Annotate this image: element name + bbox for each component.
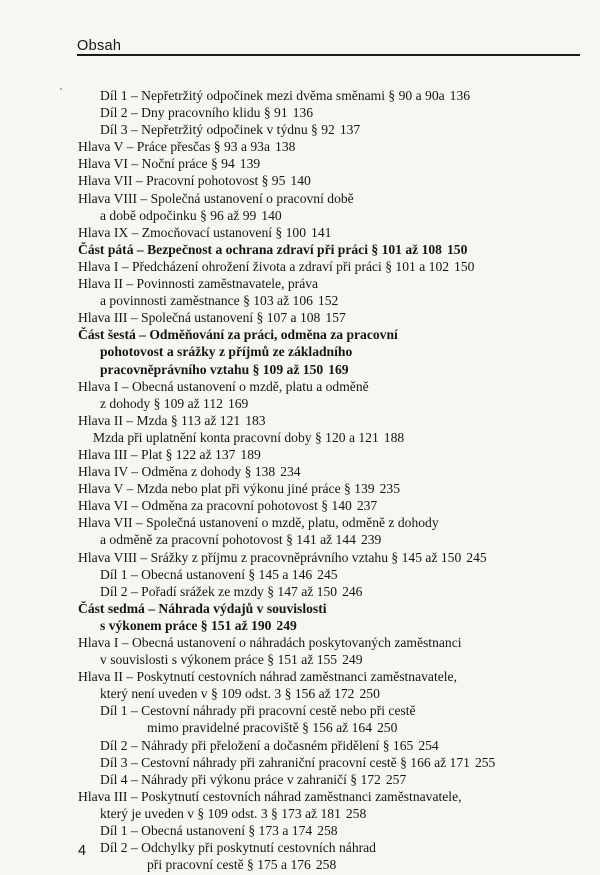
toc-entry-label: Hlava VIII – Společná ustanovení o pracovní době bbox=[78, 190, 354, 206]
toc-entry[interactable] bbox=[78, 480, 583, 497]
toc-entry-page: 189 bbox=[240, 446, 261, 462]
toc-entry-label: Díl 1 – Cestovní náhrady při pracovní cestě nebo při cestě bbox=[100, 703, 416, 719]
toc-entry-page: 136 bbox=[292, 105, 314, 121]
toc-entry-heading bbox=[78, 634, 583, 651]
toc-entry-label: Část pátá – Bezpečnost a ochrana zdraví při práci § 101 až 108 bbox=[78, 241, 442, 257]
toc-entry-label: Hlava VI – Odměna za pracovní pohotovost § 140 bbox=[78, 498, 352, 514]
toc-entry[interactable] bbox=[78, 292, 583, 309]
toc-entry[interactable] bbox=[78, 822, 583, 839]
toc-entry-label: Hlava VII – Společná ustanovení o mzdě, platu, odměně z dohody bbox=[78, 515, 439, 531]
toc-entry-heading bbox=[78, 514, 583, 531]
toc-entry[interactable] bbox=[78, 651, 583, 668]
toc-entry-label: Část šestá – Odměňování za práci, odměna za pracovní bbox=[78, 327, 398, 343]
toc-entry-heading bbox=[78, 839, 583, 856]
toc-part-entry[interactable] bbox=[78, 617, 583, 634]
toc-part-heading bbox=[78, 326, 583, 343]
toc-entry[interactable] bbox=[78, 412, 583, 429]
header-rule bbox=[77, 54, 580, 56]
toc-entry-label: a povinnosti zaměstnance § 103 až 106 bbox=[100, 293, 313, 309]
page-header bbox=[77, 38, 580, 56]
toc-entry-label: pohotovost a srážky z příjmů ze základního bbox=[100, 344, 353, 360]
toc-entry-heading bbox=[78, 702, 583, 719]
toc-entry-page: 169 bbox=[328, 361, 349, 377]
toc-entry-label: Díl 3 – Cestovní náhrady při zahraniční pracovní cestě § 166 až 171 bbox=[100, 754, 470, 770]
toc-entry[interactable] bbox=[78, 121, 583, 138]
toc-entry-page: 250 bbox=[359, 686, 380, 702]
toc-entry[interactable] bbox=[78, 754, 583, 771]
toc-entry-label: z dohody § 109 až 112 bbox=[100, 395, 223, 411]
toc-entry[interactable] bbox=[78, 856, 583, 873]
toc-entry-page: 254 bbox=[418, 737, 439, 753]
toc-entry[interactable] bbox=[78, 172, 583, 189]
toc-entry[interactable] bbox=[78, 719, 583, 736]
toc-entry-page: 249 bbox=[276, 617, 297, 633]
toc-entry-heading bbox=[78, 275, 583, 292]
toc-entry-label: který je uveden v § 109 odst. 3 § 173 až 181 bbox=[100, 805, 341, 821]
toc-part-entry[interactable] bbox=[78, 361, 583, 378]
toc-entry[interactable] bbox=[78, 446, 583, 463]
toc-entry-label: Hlava I – Obecná ustanovení o náhradách poskytovaných zaměstnanci bbox=[78, 635, 462, 650]
toc-entry-label: a době odpočinku § 96 až 99 bbox=[100, 207, 257, 223]
toc-entry[interactable] bbox=[78, 685, 583, 702]
toc-entry[interactable] bbox=[78, 566, 583, 583]
toc-entry-label: Díl 1 – Obecná ustanovení § 145 a 146 bbox=[100, 566, 313, 582]
toc-entry-page: 157 bbox=[325, 310, 346, 326]
toc-entry-label: mimo pravidelné pracoviště § 156 až 164 bbox=[147, 720, 372, 736]
toc-entry-label: Hlava I – Předcházení ohrožení života a zdraví při práci § 101 a 102 bbox=[78, 258, 450, 274]
toc-entry-page: 258 bbox=[315, 857, 337, 873]
toc-entry-label: a odměně za pracovní pohotovost § 141 až 144 bbox=[100, 532, 356, 548]
toc-entry-label: Hlava II – Povinnosti zaměstnavatele, práva bbox=[78, 276, 319, 292]
toc-entry-page: 152 bbox=[317, 293, 339, 309]
toc-entry-label: s výkonem práce § 151 až 190 bbox=[100, 617, 272, 633]
toc-entry[interactable] bbox=[78, 224, 583, 241]
toc-part-entry[interactable] bbox=[78, 241, 583, 258]
toc-entry-page: 140 bbox=[290, 173, 311, 189]
toc-entry-label: Hlava VII – Pracovní pohotovost § 95 bbox=[78, 173, 286, 189]
toc-entry-label: který není uveden v § 109 odst. 3 § 156 až 172 bbox=[100, 686, 355, 702]
toc-entry-label: Hlava III – Společná ustanovení § 107 a 108 bbox=[78, 310, 321, 326]
toc-part-heading bbox=[78, 600, 583, 617]
toc-entry-page: 136 bbox=[449, 88, 471, 103]
toc-entry-page: 258 bbox=[345, 805, 367, 821]
toc-entry[interactable] bbox=[78, 805, 583, 822]
toc-entry-label: Mzda při uplatnění konta pracovní doby § 120 a 121 bbox=[93, 429, 379, 445]
toc-entry-label: Hlava IX – Zmocňovací ustanovení § 100 bbox=[78, 224, 307, 240]
toc-entry[interactable] bbox=[78, 395, 583, 412]
toc-entry-label: Hlava V – Práce přesčas § 93 a 93a bbox=[78, 139, 271, 155]
toc-entry-page: 141 bbox=[311, 224, 332, 240]
toc-entry[interactable] bbox=[78, 463, 583, 480]
toc-entry-label: Hlava I – Obecná ustanovení o mzdě, platu a odměně bbox=[78, 378, 369, 394]
table-of-contents bbox=[78, 87, 583, 873]
toc-entry-page: 250 bbox=[377, 720, 398, 736]
toc-entry-page: 188 bbox=[383, 429, 405, 445]
toc-entry[interactable] bbox=[78, 549, 583, 566]
toc-entry[interactable] bbox=[78, 258, 583, 275]
toc-entry-page: 245 bbox=[466, 549, 487, 565]
toc-entry[interactable] bbox=[78, 429, 583, 446]
toc-entry-page: 183 bbox=[245, 412, 266, 428]
toc-entry[interactable] bbox=[78, 309, 583, 326]
toc-entry-label: Díl 3 – Nepřetržitý odpočinek v týdnu § 92 bbox=[100, 122, 335, 138]
toc-entry-label: Díl 4 – Náhrady při výkonu práce v zahraničí § 172 bbox=[100, 771, 381, 787]
toc-entry-page: 150 bbox=[454, 258, 475, 274]
header-title: Obsah bbox=[77, 38, 122, 54]
toc-entry-label: Část sedmá – Náhrada výdajů v souvislosti bbox=[78, 600, 327, 616]
toc-entry-page: 138 bbox=[275, 139, 296, 155]
toc-entry-label: Díl 2 – Náhrady při přeložení a dočasném přidělení § 165 bbox=[100, 737, 414, 753]
toc-entry-page: 235 bbox=[379, 481, 400, 497]
toc-entry-label: při pracovní cestě § 175 a 176 bbox=[147, 857, 311, 873]
toc-entry-label: Hlava V – Mzda nebo plat při výkonu jiné práce § 139 bbox=[78, 481, 375, 497]
toc-entry[interactable] bbox=[78, 531, 583, 548]
toc-entry[interactable] bbox=[78, 583, 583, 600]
toc-entry-label: pracovněprávního vztahu § 109 až 150 bbox=[100, 361, 324, 377]
scan-speck bbox=[60, 88, 62, 90]
toc-entry-page: 255 bbox=[474, 754, 496, 770]
toc-entry-page: 246 bbox=[342, 583, 363, 599]
toc-entry-label: Díl 2 – Pořadí srážek ze mzdy § 147 až 150 bbox=[100, 583, 338, 599]
toc-entry-page: 140 bbox=[261, 207, 282, 223]
page-number: 4 bbox=[78, 843, 87, 859]
toc-entry[interactable] bbox=[78, 104, 583, 121]
toc-entry-heading bbox=[78, 668, 583, 685]
toc-entry-label: Hlava III – Poskytnutí cestovních náhrad zaměstnanci zaměstnavatele, bbox=[78, 788, 462, 804]
toc-entry[interactable] bbox=[78, 87, 583, 104]
toc-entry-label: Díl 2 – Dny pracovního klidu § 91 bbox=[100, 105, 288, 121]
toc-entry-heading bbox=[78, 378, 583, 395]
toc-entry-label: Hlava VI – Noční práce § 94 bbox=[78, 156, 235, 172]
toc-entry-page: 237 bbox=[356, 498, 378, 514]
toc-entry[interactable] bbox=[78, 497, 583, 514]
toc-entry[interactable] bbox=[78, 771, 583, 788]
toc-entry[interactable] bbox=[78, 138, 583, 155]
toc-entry-page: 245 bbox=[317, 566, 338, 582]
toc-entry[interactable] bbox=[78, 207, 583, 224]
toc-entry-page: 239 bbox=[360, 532, 382, 548]
toc-entry-label: Hlava IV – Odměna z dohody § 138 bbox=[78, 464, 276, 480]
toc-entry-label: Díl 1 – Nepřetržitý odpočinek mezi dvěma směnami § 90 a 90a bbox=[100, 88, 445, 103]
toc-entry-label: Hlava III – Plat § 122 až 137 bbox=[78, 446, 236, 462]
toc-entry-heading bbox=[78, 788, 583, 805]
toc-entry-page: 169 bbox=[227, 395, 249, 411]
toc-entry-heading bbox=[78, 190, 583, 207]
toc-part-heading bbox=[78, 343, 583, 360]
toc-entry-label: Díl 2 – Odchylky při poskytnutí cestovních náhrad bbox=[100, 840, 376, 856]
toc-entry-label: Hlava II – Mzda § 113 až 121 bbox=[78, 412, 241, 428]
toc-entry-label: Díl 1 – Obecná ustanovení § 173 a 174 bbox=[100, 823, 313, 839]
toc-entry-label: v souvislosti s výkonem práce § 151 až 155 bbox=[100, 652, 338, 668]
toc-entry-page: 249 bbox=[342, 652, 363, 668]
toc-entry-label: Hlava VIII – Srážky z příjmu z pracovněprávního vztahu § 145 až 150 bbox=[78, 549, 462, 565]
toc-entry-page: 258 bbox=[317, 823, 338, 839]
toc-entry-page: 139 bbox=[239, 156, 261, 172]
toc-entry[interactable] bbox=[78, 737, 583, 754]
toc-entry-page: 150 bbox=[446, 241, 468, 257]
toc-entry-label: Hlava II – Poskytnutí cestovních náhrad zaměstnanci zaměstnavatele, bbox=[78, 669, 457, 685]
toc-entry-page: 257 bbox=[385, 771, 407, 787]
toc-entry-page: 137 bbox=[339, 122, 361, 138]
toc-entry-page: 234 bbox=[280, 464, 301, 480]
toc-entry[interactable] bbox=[78, 155, 583, 172]
